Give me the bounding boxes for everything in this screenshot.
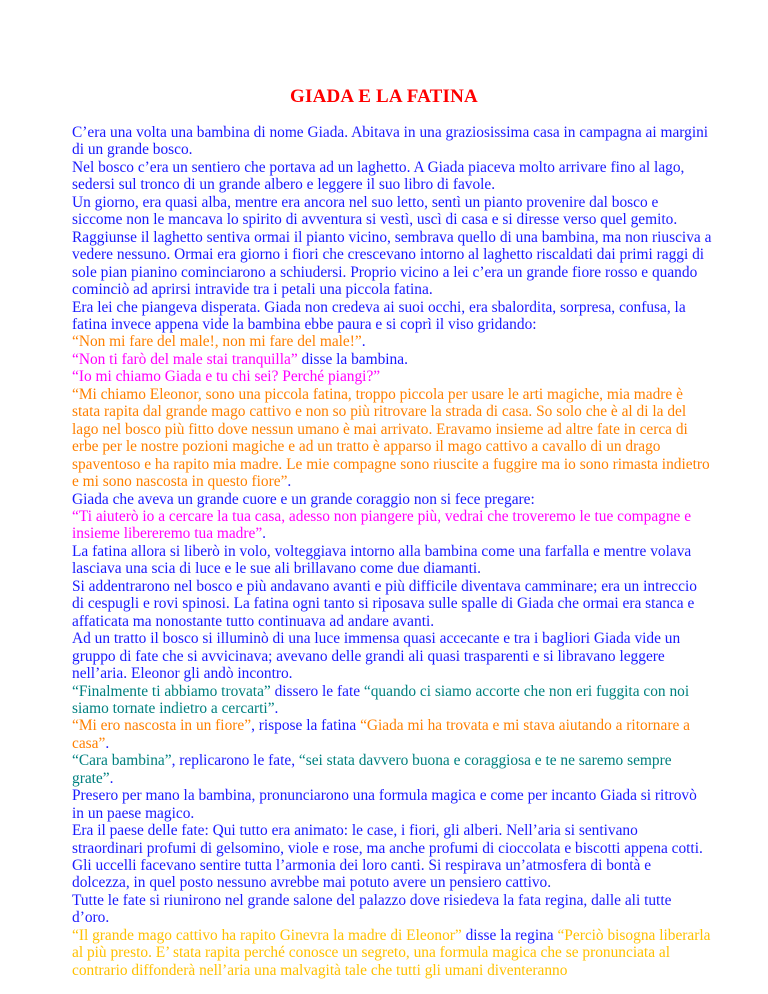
speech-tag: disse la regina xyxy=(461,926,558,944)
paragraph: Presero per mano la bambina, pronunciarono una formula magica e come per incanto Giada si ritrovò in un paese magico. xyxy=(72,787,697,822)
paragraph: Era lei che piangeva disperata. Giada non credeva ai suoi occhi, era sbalordita, sorpresa, confusa, la fatina invece appena vide la bambina ebbe paura e si coprì il viso gridando: xyxy=(72,298,686,333)
eleonor-speech: “Giada mi ha trovata e mi stava aiutando a ritornare a casa” xyxy=(72,717,690,752)
punctuation: . xyxy=(262,525,267,543)
paragraph: Era il paese delle fate: Qui tutto era animato: le case, i fiori, gli alberi. Nell’aria si sentivano straordinari profumi di gelsomino, viole e rose, ma anche profumi di cioccolata e biscotti appena cotti. Gli uccelli facevano sentire tutta l’armonia dei loro canti. Si respirava un’atmosfera di bontà e dolcezza, in quel posto nessuno avrebbe mai potuto avere un pensiero cattivo. xyxy=(72,822,703,892)
giada-speech: “Non ti farò del male stai tranquilla” xyxy=(72,350,298,368)
paragraph: Un giorno, era quasi alba, mentre era ancora nel suo letto, sentì un pianto provenire dal bosco e siccome non le mancava lo spirito di avventura si vestì, uscì di casa e si diresse verso quel gemito. xyxy=(72,193,678,229)
punctuation: . xyxy=(109,769,114,787)
eleonor-speech: “Mi ero nascosta in un fiore” xyxy=(72,717,252,735)
eleonor-speech: “Mi chiamo Eleonor, sono una piccola fatina, troppo piccola per usare le arti magiche, mia madre è stata rapita dal grande mago cattivo e non so più ritrovare la strada di casa. So solo che è al di la del lago nel bosco più fitto dove nessun umano è mai arrivato. Eravamo insieme ad altre fate in cerca di erbe per le nostre pozioni magiche e ad un tratto è apparso il mago cattivo a cavallo di un drago spaventoso e ha rapito mia madre. Le mie compagne sono riuscite a fuggire ma io sono rimasta indietro e mi sono nascosta in questo fiore” xyxy=(72,385,710,491)
paragraph: Tutte le fate si riunirono nel grande salone del palazzo dove risiedeva la fata regina, dalle ali tutte d’oro. xyxy=(72,891,672,927)
paragraph: Raggiunse il laghetto sentiva ormai il pianto vicino, sembrava quello di una bambina, ma non riusciva a vedere nessuno. Ormai era giorno i fiori che crescevano intorno al laghetto riscaldati dai primi raggi di sole pian pianino cominciarono a schiudersi. Proprio vicino a lei c’era un grande fiore rosso e quando cominciò ad aprirsi intravide tra i petali una piccola fatina. xyxy=(72,228,712,299)
regina-speech: “Il grande mago cattivo ha rapito Ginevra la madre di Eleonor” xyxy=(72,926,462,944)
paragraph: C’era una volta una bambina di nome Giada. Abitava in una graziosissima casa in campagna ai margini di un grande bosco. xyxy=(72,124,709,159)
dialogue-line xyxy=(72,386,712,491)
story-body xyxy=(72,124,712,979)
dialogue-line xyxy=(72,508,712,543)
speech-tag: , replicarono le fate, xyxy=(171,752,299,770)
paragraph: Nel bosco c’era un sentiero che portava ad un laghetto. A Giada piaceva molto arrivare fino al lago, sedersi sul tronco di un grande albero e leggere il suo libro di favole. xyxy=(72,158,685,194)
dialogue-line xyxy=(72,752,712,787)
fatina-speech: “Non mi fare del male!, non mi fare del male!” xyxy=(72,333,362,351)
giada-speech: “Io mi chiamo Giada e tu chi sei? Perché piangi?” xyxy=(72,368,381,386)
dialogue-line xyxy=(72,927,712,979)
fate-speech: “quando ci siamo accorte che non eri fuggita con noi siamo tornate indietro a cercarti” xyxy=(72,682,690,717)
paragraph: Ad un tratto il bosco si illuminò di una luce immensa quasi accecante e tra i bagliori Giada vide un gruppo di fate che si avvicinava; avevano delle grandi ali quasi trasparenti e si libravano leggere nell’aria. Eleonor gli andò incontro. xyxy=(72,630,681,683)
fate-speech: “sei stata davvero buona e coraggiosa e te ne saremo sempre grate” xyxy=(72,752,672,787)
punctuation: . xyxy=(105,734,110,752)
giada-speech: “Ti aiuterò io a cercare la tua casa, adesso non piangere più, vedrai che troveremo le tue compagne e insieme libereremo tua madre” xyxy=(72,507,692,543)
paragraph: Giada che aveva un grande cuore e un grande coraggio non si fece pregare: xyxy=(72,490,535,508)
dialogue-line xyxy=(72,333,712,350)
dialogue-line xyxy=(72,717,712,752)
dialogue-line xyxy=(72,683,712,718)
fate-speech: “Finalmente ti abbiamo trovata” xyxy=(72,682,271,700)
paragraph: La fatina allora si liberò in volo, volteggiava intorno alla bambina come una farfalla e mentre volava lasciava una scia di luce e le sue ali brillavano come due diamanti. xyxy=(72,542,692,578)
punctuation: . xyxy=(287,473,292,491)
paragraph: Si addentrarono nel bosco e più andavano avanti e più difficile diventava camminare; era un intreccio di cespugli e rovi spinosi. La fatina ogni tanto si riposava sulle spalle di Giada che ormai era stanca e affaticata ma nonostante tutto continuava ad andare avanti. xyxy=(72,577,697,630)
speech-tag: , rispose la fatina xyxy=(251,717,361,735)
punctuation: . xyxy=(274,699,279,717)
speech-tag: dissero le fate xyxy=(270,682,364,700)
fate-speech: “Cara bambina” xyxy=(72,752,172,770)
dialogue-line xyxy=(72,351,712,368)
regina-speech: “Perciò bisogna liberarla al più presto. E’ stata rapita perché conosce un segreto, una formula magica che se pronunciata al contrario diffonderà nell’aria una malvagità tale che tutti gli umani diventeranno xyxy=(72,926,711,979)
document-title: GIADA E LA FATINA xyxy=(290,86,478,107)
speech-tag: disse la bambina. xyxy=(297,350,408,368)
punctuation: . xyxy=(361,333,366,351)
